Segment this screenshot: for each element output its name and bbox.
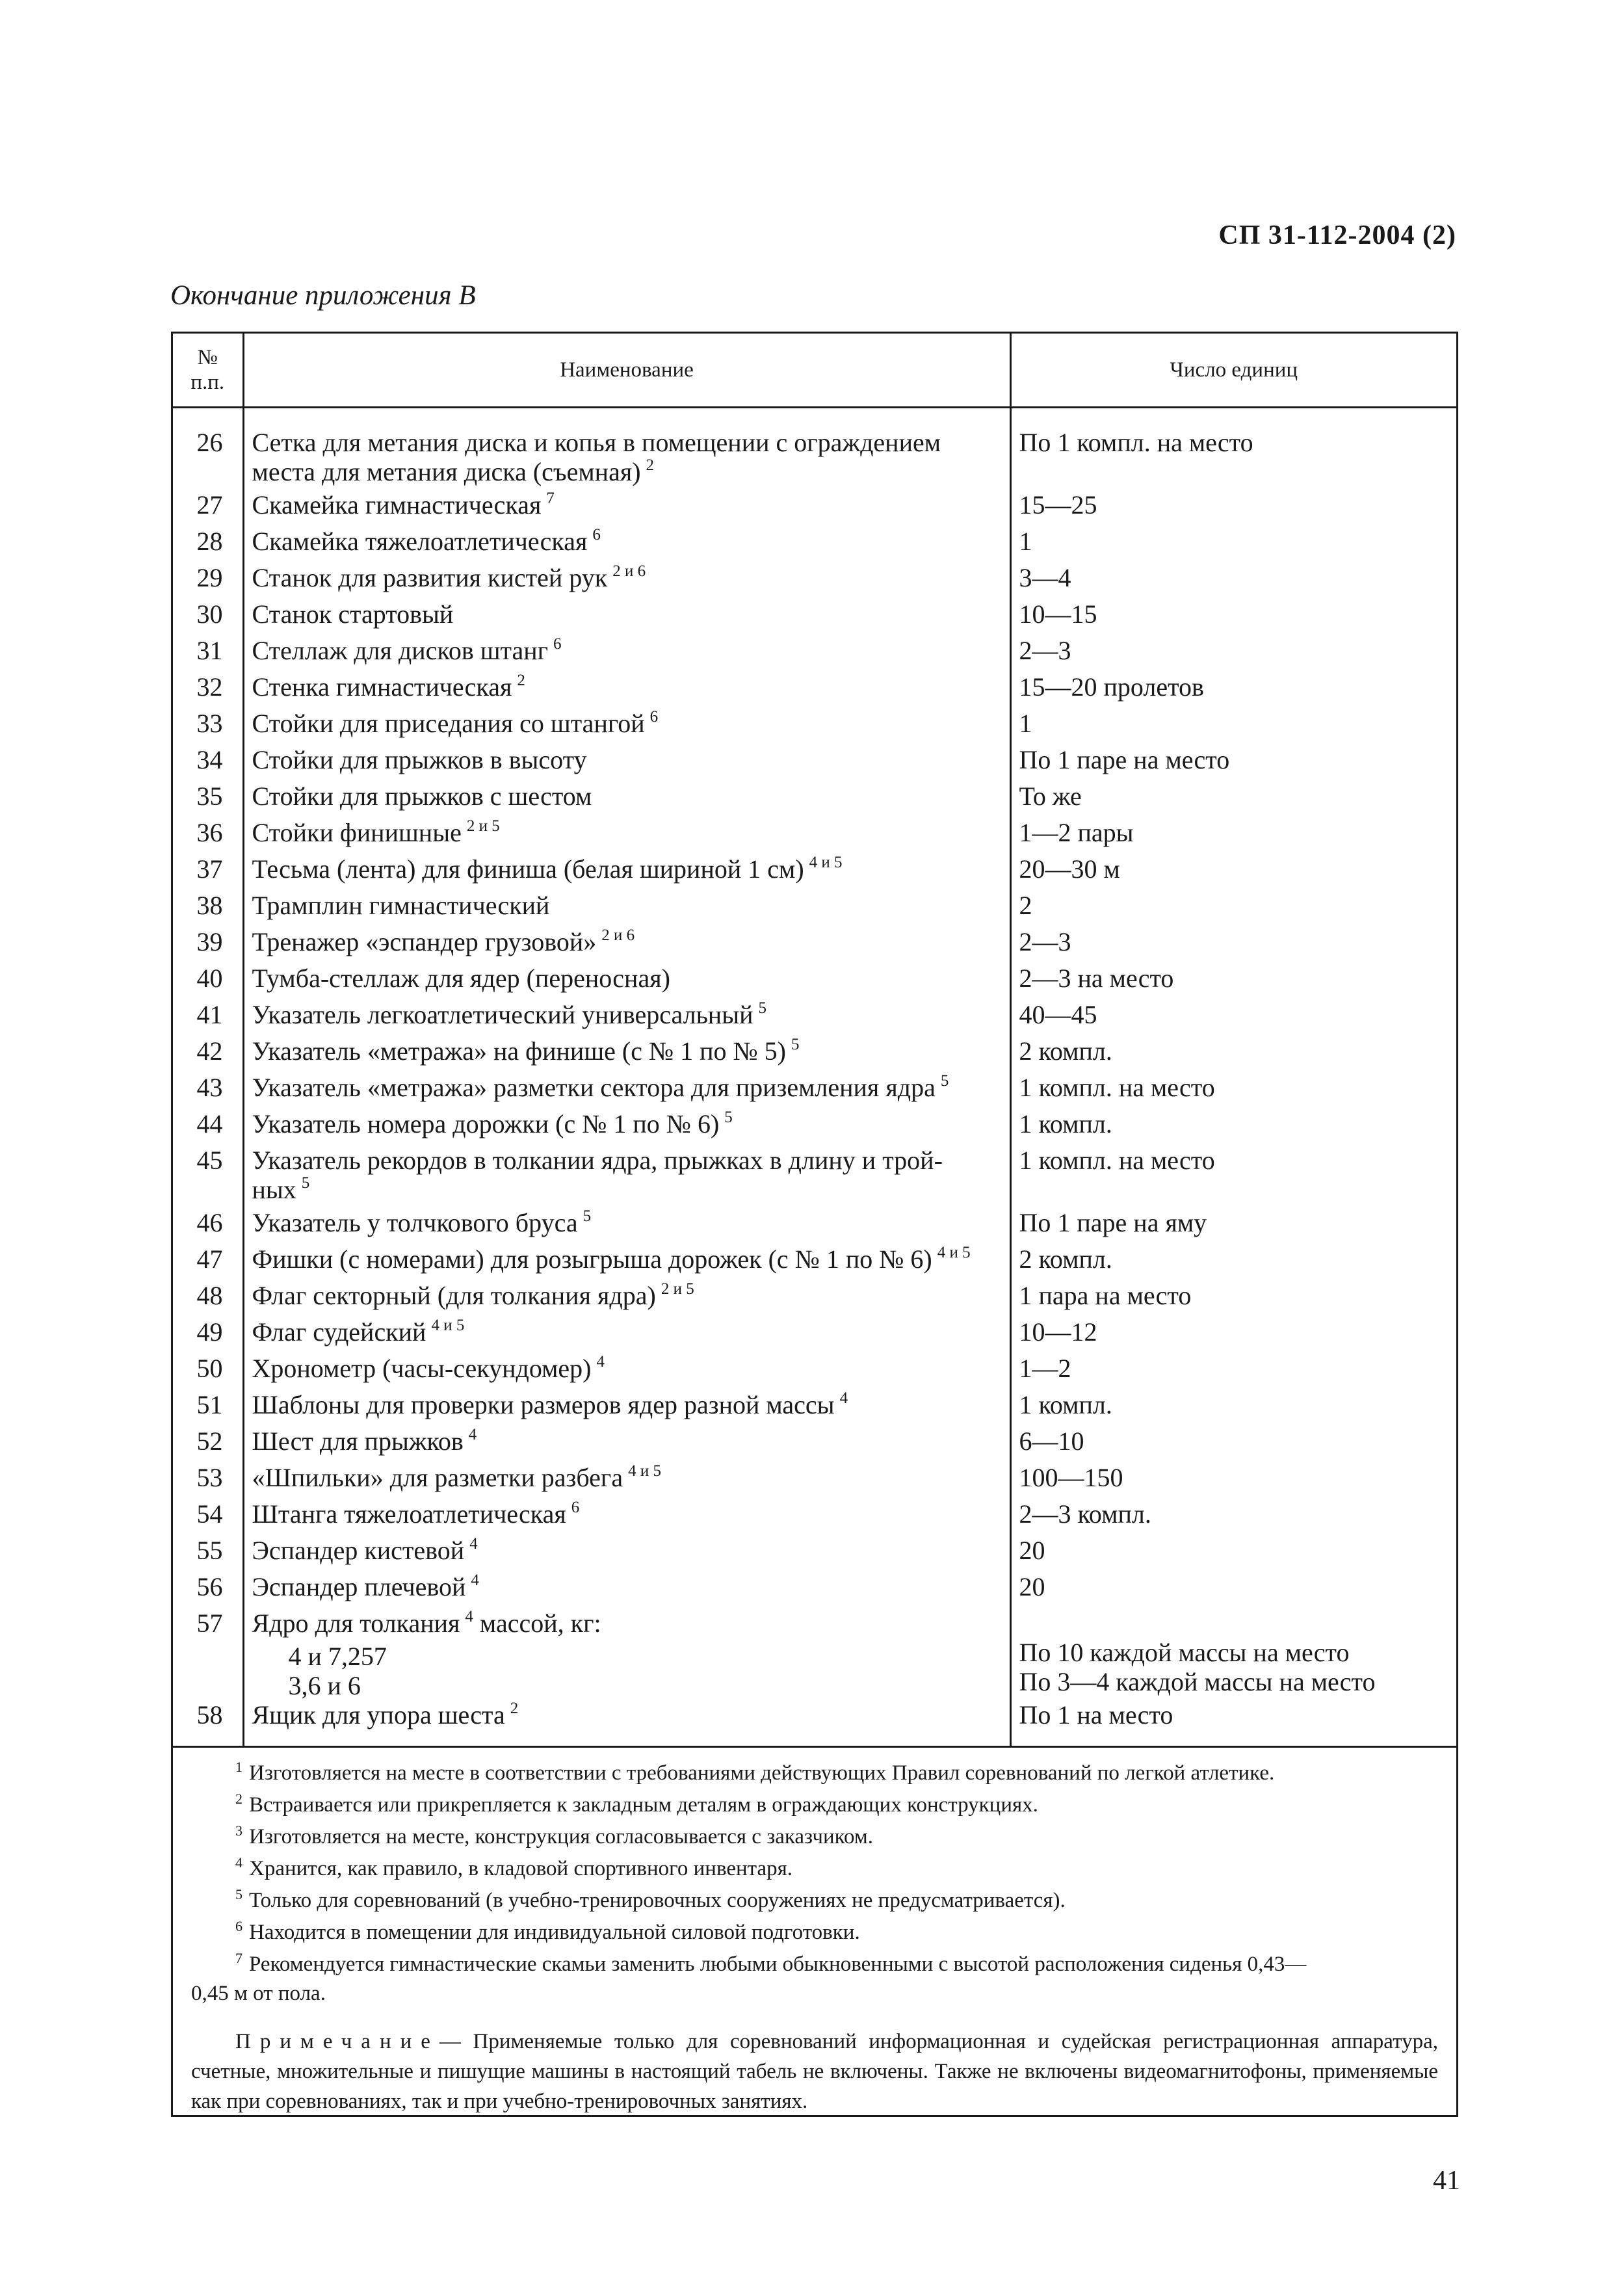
equipment-table [173,334,1456,1748]
item-name-line: Эспандер кистевой $^4$ [252,1535,478,1565]
item-count: 1 компл. на место [1019,1073,1215,1102]
column-header-count: Число единиц [1010,334,1456,408]
row-number: 39 [196,927,223,956]
table-row [173,563,1456,599]
item-count: 1 компл. [1019,1390,1112,1419]
item-count: По 1 паре на место [1019,745,1230,774]
row-count [1010,1109,1456,1146]
footnote-mark: 1 [235,1759,242,1775]
row-number: 27 [196,490,223,519]
row-name [243,1073,1010,1109]
row-count [1010,1536,1456,1572]
item-name-line: Указатель рекордов в толкании ядра, прыжках в длину и трой- [252,1146,943,1175]
row-count [1010,1244,1456,1281]
row-name [243,527,1010,563]
footnote-ref: 2 [510,1700,519,1717]
item-name-line: Штанга тяжелоатлетическая $^6$ [252,1499,580,1529]
row-name [243,1036,1010,1073]
item-name-line: Фишки (с номерами) для розыгрыша дорожек (с № 1 по № 6) $^{4 и 5}$ [252,1244,971,1274]
footnote-ref: 4 [469,1535,478,1553]
table-row [173,1000,1456,1036]
row-number: 28 [196,527,223,556]
row-name [243,1109,1010,1146]
row-number: 42 [196,1036,223,1066]
footnote-ref: 6 [553,635,562,653]
table-row [173,1609,1456,1700]
row-number: 32 [196,672,223,702]
row-number: 26 [196,428,223,457]
row-count [1010,1000,1456,1036]
row-count [1010,1317,1456,1354]
footnote-ref: 4 [468,1426,477,1443]
row-count [1010,1390,1456,1427]
item-count: 15—20 пролетов [1019,672,1204,702]
section-title: Окончание приложения В [170,280,476,311]
note-text: — Применяемые только для соревнований информационная и судейская регистрационная аппаратура, счетные, множительные и пишущие машины в настоящий табель не включены. Также не включены видеомагнитофоны, применяемые как при соревнованиях, так и при учебно-тренировочных занятиях. [191,2030,1438,2113]
table-header-row [173,334,1456,408]
row-name [243,709,1010,745]
item-name-line: Флаг секторный (для толкания ядра) $^{2 и 5}$ [252,1280,694,1310]
row-count [1010,1281,1456,1317]
item-name-line: Указатель легкоатлетический универсальный $^5$ [252,999,766,1029]
item-count: 1 пара на место [1019,1281,1192,1310]
row-count [1010,636,1456,672]
table-row [173,599,1456,636]
item-name-line: Стеллаж для дисков штанг $^6$ [252,635,562,665]
footnote-ref: 5 [301,1174,310,1192]
row-number: 43 [196,1073,223,1102]
footnote-mark: 3 [235,1822,242,1839]
footnote-text: Находится в помещении для индивидуальной силовой подготовки. [249,1921,860,1944]
footnote-text: Изготовляется на месте в соответствии с требованиями действующих Правил соревнований по легкой атлетике. [249,1761,1275,1785]
item-count: 1 [1019,709,1032,738]
row-name [243,1244,1010,1281]
footnote-ref: 2 и 5 [661,1280,694,1298]
item-name-line: Шаблоны для проверки размеров ядер разной массы $^4$ [252,1389,848,1419]
row-number: 33 [196,709,223,738]
footnote-ref: 5 [583,1207,592,1225]
table-row [173,1244,1456,1281]
item-name-line: Шест для прыжков $^4$ [252,1426,477,1456]
item-name-line: Указатель у толчкового бруса $^5$ [252,1207,592,1237]
table-row [173,1073,1456,1109]
item-name-line: Сетка для метания диска и копья в помещении с ограждением [252,428,941,457]
table-row [173,1036,1456,1073]
table-row [173,1208,1456,1244]
footnote-mark: 6 [235,1918,242,1934]
footnote-ref: 4 и 5 [431,1317,465,1334]
row-count [1010,854,1456,891]
item-count: По 1 на место [1019,1700,1173,1729]
row-number: 48 [196,1281,223,1310]
footnote-continuation: 0,45 м от пола. [191,1982,326,2005]
item-name-line: Тесьма (лента) для финиша (белая шириной 1 см) $^{4 и 5}$ [252,854,843,884]
footnote-ref: 2 [646,456,655,474]
item-count: 2—3 на место [1019,964,1174,993]
row-number: 54 [196,1499,223,1529]
footnote-ref: 2 [517,672,525,689]
table-row [173,490,1456,527]
item-count: 20 [1019,1572,1045,1601]
item-name-line: Стенка гимнастическая $^2$ [252,672,525,702]
item-name-line: Тумба-стеллаж для ядер (переносная) [252,964,670,993]
row-count [1010,599,1456,636]
table-row [173,527,1456,563]
sub-item-name: 4 и 7,257 [288,1642,387,1671]
item-count: 100—150 [1019,1463,1123,1492]
footnote [191,1758,1438,1790]
item-name-line: Скамейка гимнастическая $^7$ [252,490,555,519]
footnote-text: Рекомендуется гимнастические скамьи заменить любыми обыкновенными с высотой расположения сиденья 0,43— [249,1953,1307,1976]
table-row [173,1427,1456,1463]
row-count [1010,1354,1456,1390]
item-count: 2 [1019,891,1032,920]
row-count [1010,818,1456,854]
footnote-ref: 2 и 5 [466,817,500,835]
row-number: 34 [196,745,223,774]
item-count: 2 компл. [1019,1244,1112,1274]
document-code: СП 31-112-2004 (2) [1218,220,1456,250]
row-count [1010,1572,1456,1609]
sub-item-name: 3,6 и 6 [288,1671,361,1700]
footnote-ref: 4 и 5 [628,1462,661,1480]
table-row [173,854,1456,891]
row-number: 30 [196,599,223,629]
item-count: 1—2 пары [1019,818,1134,847]
footnote-ref: 6 [649,708,659,726]
footnote [191,1886,1438,1917]
footnote-ref: 6 [592,526,601,544]
sub-item-count: По 10 каждой массы на место [1019,1638,1350,1667]
row-number: 35 [196,782,223,811]
column-header-name: Наименование [243,334,1010,408]
sub-item-count: По 3—4 каждой массы на место [1019,1667,1376,1696]
item-count: 2—3 компл. [1019,1499,1151,1529]
footnote-text: Хранится, как правило, в кладовой спортивного инвентаря. [249,1857,793,1880]
item-count: 1 [1019,527,1032,556]
row-count [1010,1036,1456,1073]
row-name [243,1609,1010,1700]
row-name [243,927,1010,964]
footnote [191,1822,1438,1854]
column-header-num [173,334,243,408]
footnote-ref: 6 [571,1499,580,1516]
row-name [243,964,1010,1000]
footnote [191,1854,1438,1886]
page-number: 41 [1433,2166,1460,2196]
table-row [173,782,1456,818]
table-row [173,1536,1456,1572]
table-row [173,1109,1456,1146]
row-number: 46 [196,1208,223,1237]
row-count [1010,1700,1456,1747]
footnote-mark: 5 [235,1886,242,1902]
header-num-line: п.п. [190,371,225,394]
equipment-table-frame [171,332,1458,2117]
row-name [243,782,1010,818]
row-name [243,1536,1010,1572]
row-number: 44 [196,1109,223,1138]
footnote-ref: 4 и 5 [937,1244,971,1261]
item-name-line: ных $^5$ [252,1174,310,1204]
table-row [173,636,1456,672]
header-num-line: № [197,346,218,369]
row-name [243,563,1010,599]
row-number: 45 [196,1146,223,1175]
footnote [191,1949,1438,1981]
item-name-line: Стойки для прыжков с шестом [252,782,592,811]
table-row [173,1317,1456,1354]
row-count [1010,745,1456,782]
footnote-ref: 5 [940,1072,949,1090]
row-count [1010,408,1456,491]
row-name [243,854,1010,891]
row-count [1010,1609,1456,1700]
row-count [1010,563,1456,599]
note-label: Примечание [235,2030,439,2053]
footnote-mark: 4 [235,1854,242,1871]
footnote [191,1917,1438,1949]
row-name [243,672,1010,709]
row-number: 31 [196,636,223,665]
row-number: 51 [196,1390,223,1419]
item-name-line: Стойки для прыжков в высоту [252,745,587,774]
table-row [173,1390,1456,1427]
row-number: 47 [196,1244,223,1274]
table-row [173,1463,1456,1499]
row-name [243,1499,1010,1536]
item-count: 6—10 [1019,1427,1084,1456]
item-name-line: Скамейка тяжелоатлетическая $^6$ [252,526,601,556]
table-row [173,1354,1456,1390]
row-number: 57 [196,1609,223,1638]
row-number: 37 [196,854,223,884]
footnote-ref: 4 [471,1571,479,1589]
item-count: По 1 паре на яму [1019,1208,1207,1237]
item-count: 1 компл. на место [1019,1146,1215,1175]
item-count: 10—15 [1019,599,1097,629]
item-name-line: Эспандер плечевой $^4$ [252,1571,479,1601]
item-name-line: Станок стартовый [252,599,454,629]
footnote-text: Встраивается или прикрепляется к закладным деталям в ограждающих конструкциях. [249,1793,1038,1817]
row-number: 56 [196,1572,223,1601]
row-name [243,1572,1010,1609]
row-count [1010,709,1456,745]
item-count: 2—3 [1019,636,1071,665]
item-count: 20 [1019,1536,1045,1565]
item-count: 3—4 [1019,563,1071,592]
row-count [1010,527,1456,563]
item-name-line: Указатель «метража» разметки сектора для приземления ядра $^5$ [252,1072,949,1102]
row-name [243,1281,1010,1317]
item-count: 2—3 [1019,927,1071,956]
row-number: 29 [196,563,223,592]
item-count: По 1 компл. на место [1019,428,1253,457]
row-number: 41 [196,1000,223,1029]
row-name [243,490,1010,527]
table-row [173,927,1456,964]
item-name-line: места для метания диска (съемная) $^2$ [252,456,655,486]
row-name [243,636,1010,672]
footnote-text: Только для соревнований (в учебно-тренировочных сооружениях не предусматривается). [249,1889,1066,1912]
table-row [173,1146,1456,1208]
table-row [173,745,1456,782]
row-count [1010,782,1456,818]
item-count: 2 компл. [1019,1036,1112,1066]
item-name-line: Стойки финишные $^{2 и 5}$ [252,817,500,847]
row-number: 38 [196,891,223,920]
row-number: 49 [196,1317,223,1347]
row-count [1010,1427,1456,1463]
row-number: 40 [196,964,223,993]
row-name [243,1000,1010,1036]
footnote-ref: 5 [791,1036,800,1053]
footnote-ref: 2 и 6 [612,562,646,580]
footnote-mark: 7 [235,1950,242,1966]
row-count [1010,891,1456,927]
item-name-line: Указатель «метража» на финише (с № 1 по № 5) $^5$ [252,1036,800,1066]
row-name [243,1208,1010,1244]
table-row [173,1700,1456,1747]
row-count [1010,1208,1456,1244]
item-name-line: Хронометр (часы-секундомер) $^4$ [252,1353,605,1383]
item-count: 40—45 [1019,1000,1097,1029]
row-name [243,1390,1010,1427]
row-count [1010,927,1456,964]
item-count: 10—12 [1019,1317,1097,1347]
row-number: 52 [196,1427,223,1456]
row-count [1010,1073,1456,1109]
footnote-ref: 4 [596,1353,605,1371]
row-name [243,818,1010,854]
table-row [173,818,1456,854]
footnote [191,1790,1438,1822]
row-number: 58 [173,1700,243,1747]
item-name-line: Тренажер «эспандер грузовой» $^{2 и 6}$ [252,927,635,956]
row-name [243,1463,1010,1499]
row-name [243,745,1010,782]
row-name [243,408,1010,491]
table-row [173,672,1456,709]
row-count [1010,672,1456,709]
note [191,2027,1438,2116]
item-count: 20—30 м [1019,854,1120,884]
footnote-ref: 5 [758,999,766,1017]
item-name-line: Станок для развития кистей рук $^{2 и 6}$ [252,562,646,592]
table-row [173,1572,1456,1609]
item-name-line: Трамплин гимнастический [252,891,550,920]
footnotes [173,1758,1456,2116]
row-name [243,891,1010,927]
footnote-ref: 5 [724,1109,733,1126]
item-name-line: Стойки для приседания со штангой $^6$ [252,708,659,738]
item-count: То же [1019,782,1082,811]
item-name: Ядро для толкания [252,1609,460,1638]
footnote-ref: 4 и 5 [809,854,843,871]
item-name-line: Флаг судейский $^{4 и 5}$ [252,1317,465,1347]
table-row [173,709,1456,745]
table-row [173,1281,1456,1317]
row-count [1010,490,1456,527]
footnote-ref: 7 [546,490,555,507]
table-row [173,1499,1456,1536]
item-name-line: «Шпильки» для разметки разбега $^{4 и 5}$ [252,1462,661,1492]
item-count: 15—25 [1019,490,1097,519]
row-number: 36 [196,818,223,847]
row-number: 53 [196,1463,223,1492]
table-row [173,964,1456,1000]
row-count [1010,1146,1456,1208]
item-count: 1—2 [1019,1354,1071,1383]
footnote-ref: 4 [839,1389,848,1407]
row-name [243,599,1010,636]
row-number: 50 [196,1354,223,1383]
footnote-text: Изготовляется на месте, конструкция согласовывается с заказчиком. [249,1825,874,1848]
row-name [243,1700,1010,1747]
item-name-line: Ящик для упора шеста $^2$ [252,1700,519,1729]
item-name-suffix: массой, кг: [479,1609,601,1638]
table-row [173,891,1456,927]
row-name [243,1146,1010,1208]
row-name [243,1354,1010,1390]
row-name [243,1317,1010,1354]
table-row [173,408,1456,491]
footnote-mark: 2 [235,1791,242,1807]
row-name [243,1427,1010,1463]
item-count: 1 компл. [1019,1109,1112,1138]
row-count [1010,964,1456,1000]
row-count [1010,1499,1456,1536]
item-name-line: Указатель номера дорожки (с № 1 по № 6) $^5$ [252,1109,733,1138]
footnote-ref: 2 и 6 [601,927,635,944]
row-count [1010,1463,1456,1499]
row-number: 55 [196,1536,223,1565]
footnote-ref: 4 [465,1608,473,1625]
